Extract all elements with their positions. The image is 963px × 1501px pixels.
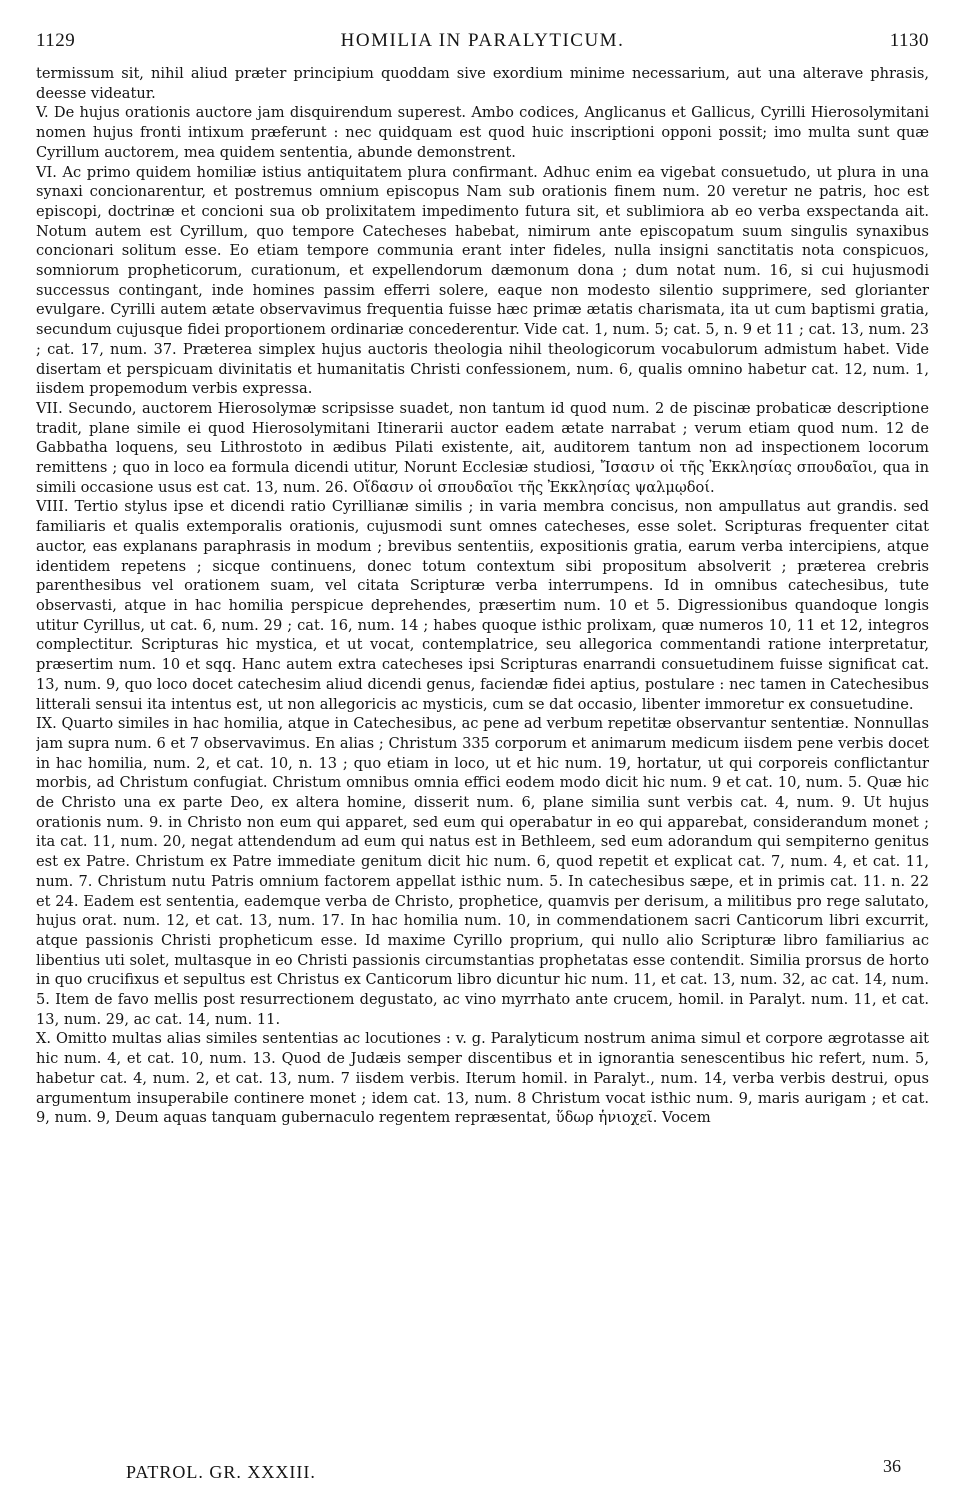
paragraph-vii: VII. Secundo, auctorem Hierosolymæ scripsisse suadet, non tantum id quod num. 2 de piscinæ probaticæ descriptione tradit, plane simile ei quod Hierosolymitani Itinerarii auctor eadem ætate narrabat ; verum etiam quod num. 12 de Gabbatha loquens, seu Lithrostoto in ædibus Pilati existente, ait, auditorem tantum non ad inspectionem locorum remittens ; quo in loco ea formula dicendi utitur, Norunt Ecclesiæ studiosi, Ἴσασιν οἱ τῆς Ἐκκλησίας σπουδαῖοι, qua in simili occasione usus est cat. 13, num. 26. Οἴδασιν οἱ σπουδαῖοι τῆς Ἐκκλησίας ψαλμῳδοί.	[36, 399, 929, 496]
sheet-number: 36	[883, 1456, 901, 1476]
signature-mark: PATROL. GR. XXXIII.	[126, 1462, 316, 1482]
paragraph-viii: VIII. Tertio stylus ipse et dicendi ratio Cyrillianæ similis ; in varia membra concisus, non ampullatus aut grandis. sed familiaris et qualis extemporalis orationis, cujusmodi sunt omnes catecheses, esse solet. Scripturas frequenter citat auctor, eas explanans paraphrasis in modum ; brevibus sententiis, expositionis gratia, earum verba intercipiens, atque identidem repetens ; sicque continuens, donec totum contextum sibi propositum absolverit ; præterea crebris parenthesibus vel orationem suam, vel citata Scripturæ verba interrumpens. Id in omnibus catechesibus, tute observasti, atque in hac homilia perspicue deprehendes, præsertim num. 10 et 5. Digressionibus quandoque longis utitur Cyrillus, ut cat. 6, num. 29 ; cat. 16, num. 14 ; habes quoque isthic prolixam, quæ numeros 10, 11 et 12, integros complectitur. Scripturas hic mystica, et ut vocat, contemplatrice, seu allegorica commentandi ratione interpretatur, præsertim num. 10 et sqq. Hanc autem extra catecheses ipsi Scripturas enarrandi consuetudinem fuisse significat cat. 13, num. 9, quo loco docet catechesim aliud dicendi genus, faciendæ fidei aptius, postulare : nec tamen in Catechesibus litterali sensui ita intentus est, ut non allegoricis ac mysticis, cum se dat occasio, libenter immoretur ex consuetudine.	[36, 498, 929, 713]
paragraph-vi: VI. Ac primo quidem homiliæ istius antiquitatem plura confirmant. Adhuc enim ea vigebat consuetudo, ut plura in una synaxi concionarentur, et postremus omnium episcopus Nam sub orationis finem num. 20 veretur ne patris, hoc est episcopi, doctrinæ et concioni sua ob prolixitatem impedimento futura sit, et sublimiora ab eo verba exspectanda ait. Notum autem est Cyrillum, quo tempore Catecheses habebat, nimirum ante episcopatum suum singulis synaxibus concionari solitum esse. Eo etiam tempore communia erant inter fideles, nulla insigni sanctitatis nota conspicuos, somniorum propheticorum, curationum, et expellendorum dæmonum dona ; dum notat num. 16, si cui hujusmodi successus contingant, inde homines passim efferri solere, eaque non modesto silentio supprimere, sed glorianter evulgare. Cyrilli autem ætate observavimus frequentia fuisse hæc primæ ætatis charismata, ita ut cum baptismi gratia, secundum cujusque fidei proportionem ordinariæ concederentur. Vide cat. 1, num. 5; cat. 5, n. 9 et 11 ; cat. 13, num. 23 ; cat. 17, num. 37. Præterea simplex hujus auctoris theologia nihil theologicorum vocabulorum admistum habet. Vide disertam et perspicuam divinitatis et humanitatis Christi confessionem, num. 6, qualis omnino habetur cat. 12, num. 1, iisdem propemodum verbis expressa.	[36, 163, 929, 398]
paragraph-x: X. Omitto multas alias similes sententias ac locutiones : v. g. Paralyticum nostrum anima simul et corpore ægrotasse ait hic num. 4, et cat. 10, num. 13. Quod de Judæis semper discentibus et in ignorantia senescentibus hic refert, num. 5, habetur cat. 4, num. 2, et cat. 13, num. 7 iisdem verbis. Iterum homil. in Paralyt., num. 14, verba verbis destrui, opus argumentum insuperabile continere monet ; idem cat. 13, num. 8 Christum vocat isthic num. 9, maris aurigam ; et cat. 9, num. 9, Deum aquas tanquam gubernaculo regentem repræsentat, ὕδωρ ἡνιοχεῖ. Vocem	[36, 1030, 929, 1127]
page-footer	[36, 1456, 929, 1484]
page-number-left: 1129	[36, 30, 76, 51]
paragraph-continuation: termissum sit, nihil aliud præter principium quoddam sive exordium minime necessarium, aut una alterave phrasis, deesse videatur.	[36, 65, 929, 102]
running-title: HOMILIA IN PARALYTICUM.	[340, 30, 625, 51]
text-body	[36, 64, 929, 1449]
page-number-right: 1130	[889, 30, 929, 51]
running-header	[36, 30, 929, 56]
paragraph-ix: IX. Quarto similes in hac homilia, atque in Catechesibus, ac pene ad verbum repetitæ observantur sententiæ. Nonnullas jam supra num. 6 et 7 observavimus. En alias ; Christum 335 corporum et animarum medicum iisdem pene verbis docet in hac homilia, num. 2, et cat. 10, n. 13 ; quo etiam in loco, ut et hic num. 19, hortatur, ut qui corporeis conflictantur morbis, ad Christum confugiat. Christum omnibus omnia effici eodem modo dicit hic num. 9 et cat. 10, num. 5. Quæ hic de Christo una ex parte Deo, ex altera homine, disserit num. 6, plane similia sunt verbis cat. 4, num. 9. Ut hujus orationis num. 9. in Christo non eum qui apparet, sed eum qui operabatur in eo qui apparebat, considerandum monet ; ita cat. 11, num. 20, negat attendendum ad eum qui natus est in Bethleem, sed eum adorandum qui sempiterno genitus est ex Patre. Christum ex Patre immediate genitum dicit hic num. 6, quod repetit et explicat cat. 7, num. 4, et cat. 11, num. 7. Christum nutu Patris omnium factorem appellat isthic num. 5. In catechesibus sæpe, et in primis cat. 11. n. 22 et 24. Eadem est sententia, eademque verba de Christo, prophetice, quamvis per derisum, a militibus pro rege salutato, hujus orat. num. 12, et cat. 13, num. 17. In hac homilia num. 10, in commendationem sacri Canticorum libri excurrit, atque passionis Christi propheticum esse. Id maxime Cyrillo proprium, qui nullo alio Scripturæ libro familiarius ac libentius uti solet, multasque in eo Christi passionis circumstantias prophetatas esse contendit. Similia prorsus de horto in quo crucifixus et sepultus est Christus ex Canticorum libro dicuntur hic num. 11, et cat. 13, num. 32, ac cat. 14, num. 5. Item de favo mellis post resurrectionem degustato, ac vino myrrhato ante crucem, homil. in Paralyt. num. 11, et cat. 13, num. 29, ac cat. 14, num. 11.	[36, 715, 929, 1028]
paragraph-v: V. De hujus orationis auctore jam disquirendum superest. Ambo codices, Anglicanus et Gallicus, Cyrilli Hierosolymitani nomen hujus fronti intixum præferunt : nec quidquam est quod huic inscriptioni opponi possit; imo multa sunt quæ Cyrillum auctorem, mea quidem sententia, abunde demonstrent.	[36, 104, 929, 161]
